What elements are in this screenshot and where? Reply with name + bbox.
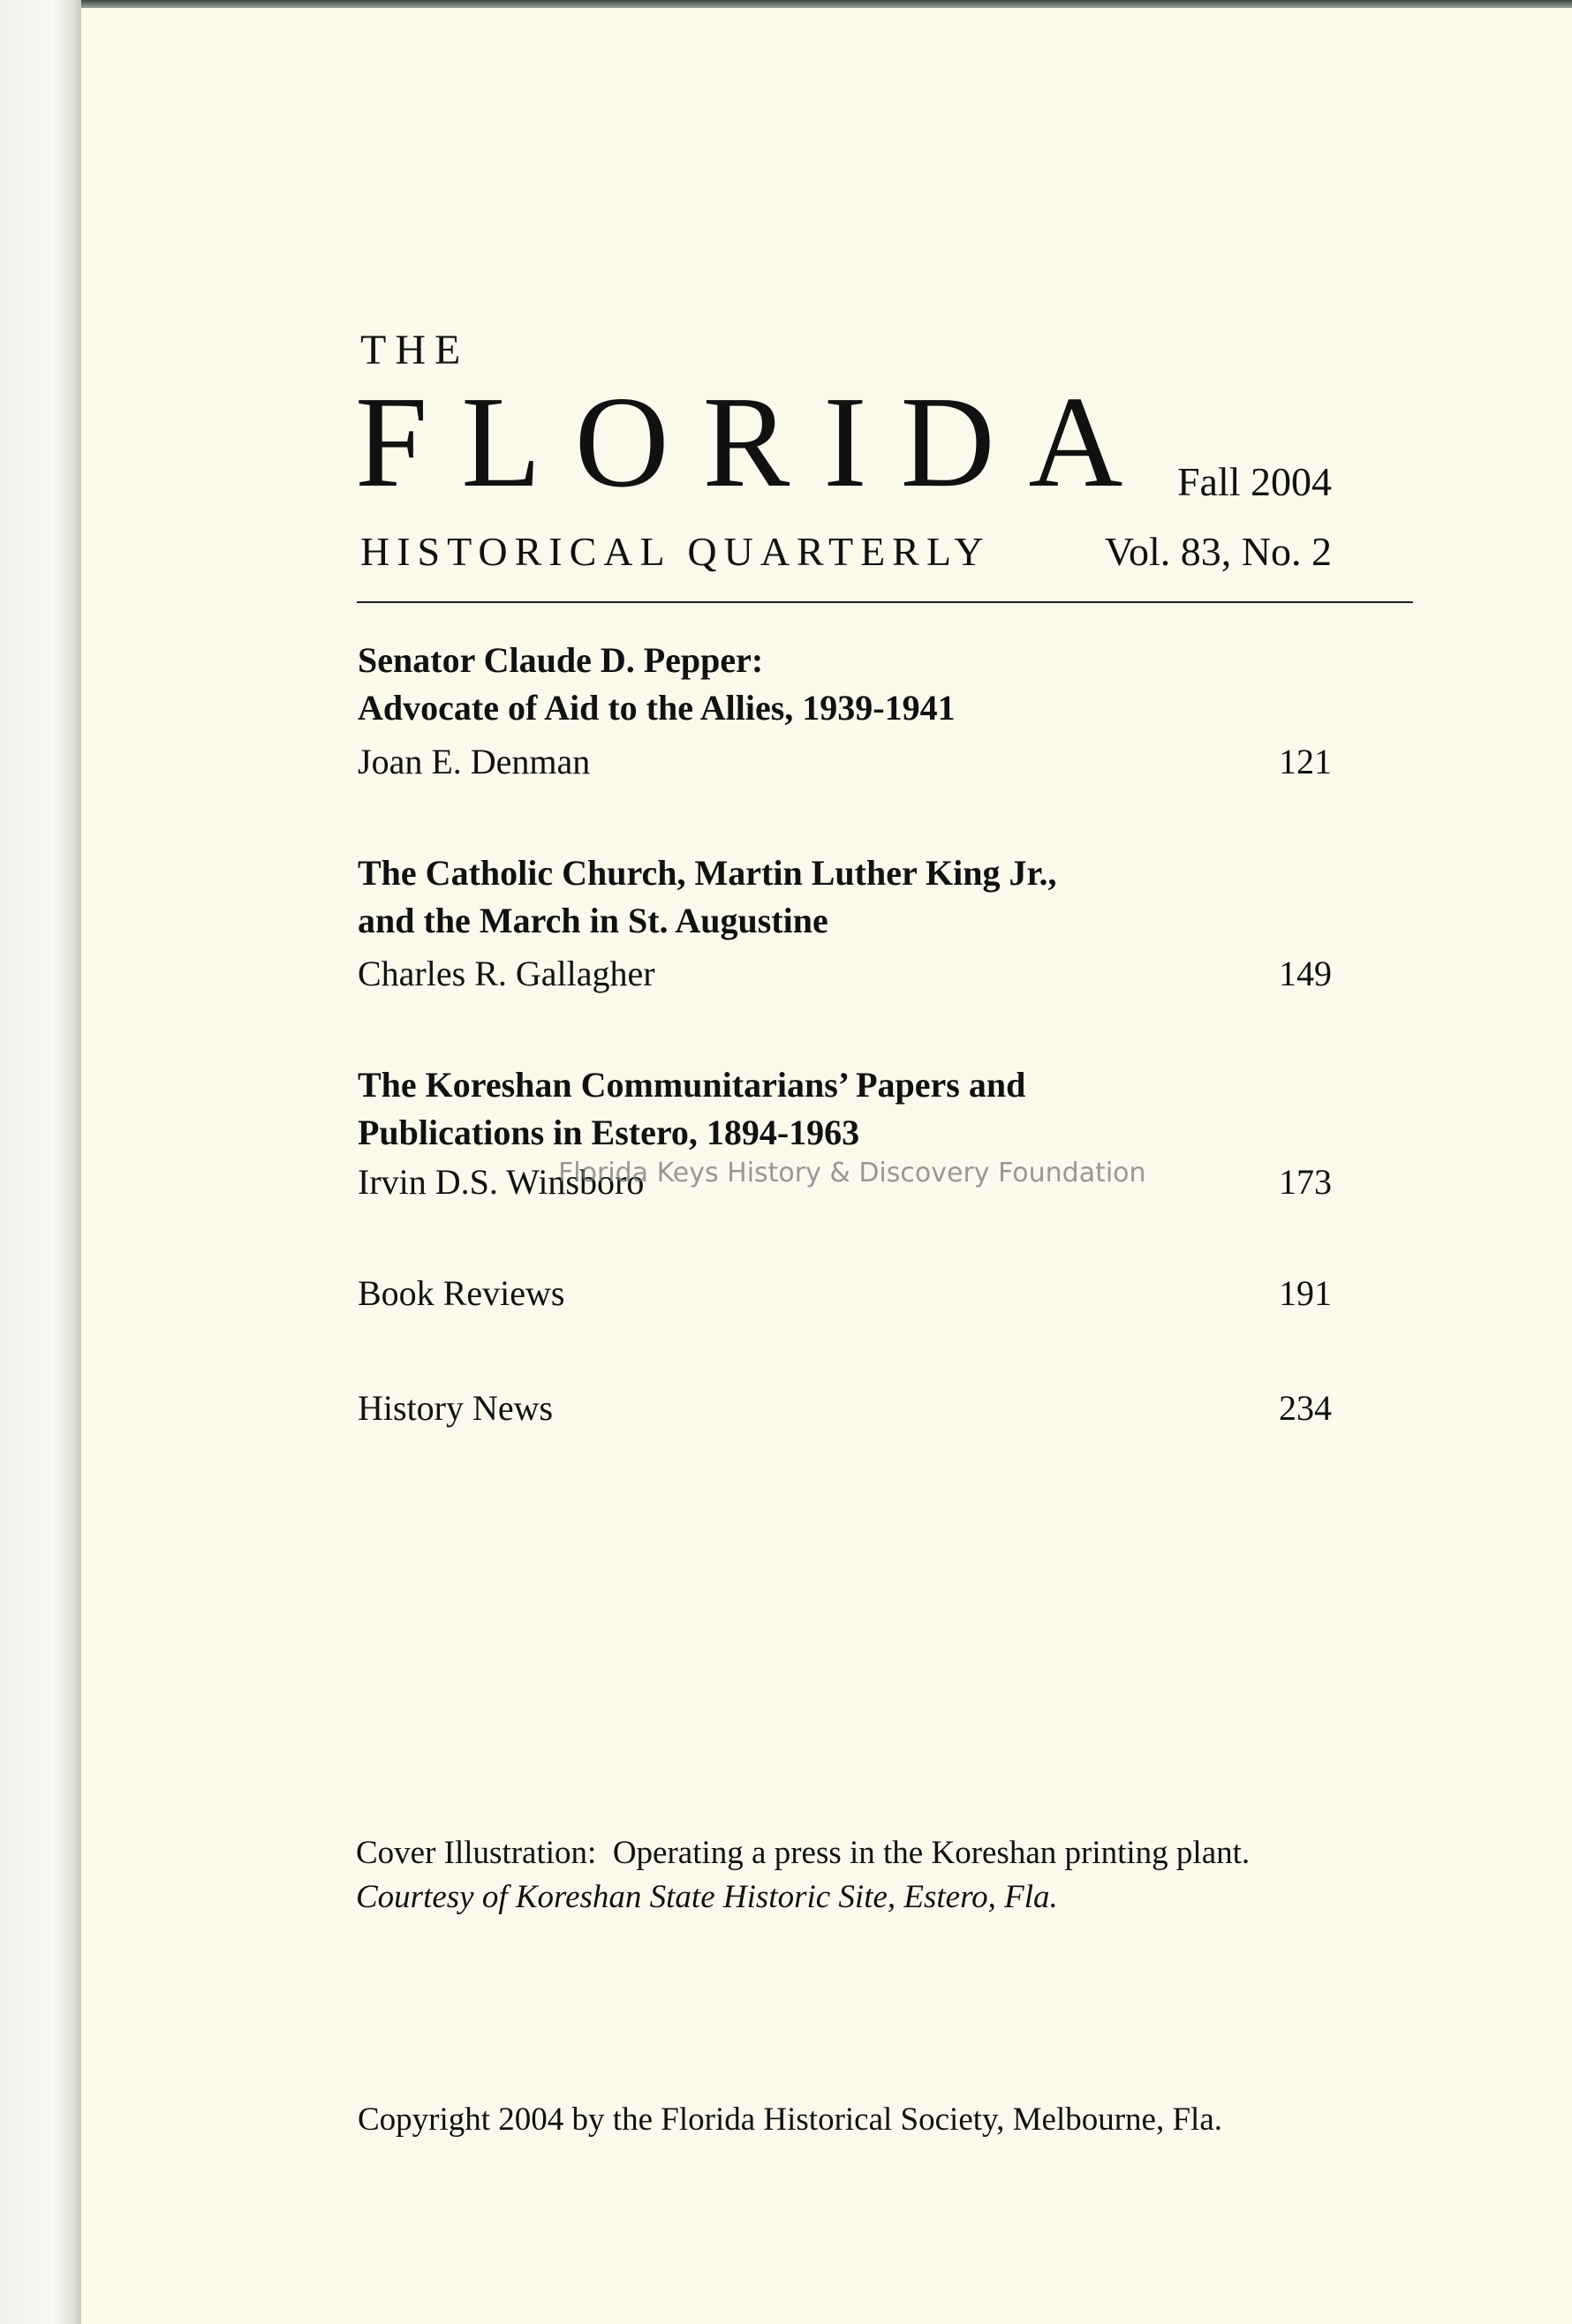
- article-title-line: Advocate of Aid to the Allies, 1939-1941: [358, 688, 956, 728]
- article-title-line: and the March in St. Augustine: [358, 901, 828, 940]
- article-title-line: The Catholic Church, Martin Luther King Jr.,: [358, 853, 1057, 893]
- masthead-subtitle: HISTORICAL QUARTERLY: [360, 529, 991, 574]
- watermark: Florida Keys History & Discovery Foundation: [558, 1158, 1146, 1188]
- article-page-number: 121: [1279, 742, 1332, 781]
- scan-edge-top: [0, 0, 1572, 8]
- article-title-line: The Koreshan Communitarians’ Papers and: [358, 1065, 1026, 1105]
- journal-page: [81, 8, 1572, 2324]
- section-label: History News: [358, 1388, 554, 1428]
- issue-season: Fall 2004: [1176, 459, 1332, 504]
- article-author: Irvin D.S. Winsboro: [358, 1162, 645, 1202]
- section-page-number: 234: [1279, 1388, 1332, 1428]
- header-rule: [357, 601, 1413, 603]
- article-title: [358, 1061, 1025, 1157]
- masthead-title: FLORIDA: [355, 370, 1157, 515]
- section-label: Book Reviews: [358, 1273, 565, 1313]
- masthead-the: THE: [360, 327, 470, 374]
- copyright-notice: Copyright 2004 by the Florida Historical Society, Melbourne, Fla.: [358, 2101, 1223, 2138]
- article-page-number: 149: [1279, 954, 1332, 993]
- article-title-line: Publications in Estero, 1894-1963: [358, 1113, 860, 1152]
- article-author: Charles R. Gallagher: [358, 954, 655, 993]
- article-title: [358, 637, 956, 732]
- section-page-number: 191: [1279, 1273, 1332, 1313]
- article-author: Joan E. Denman: [358, 742, 591, 781]
- article-title-line: Senator Claude D. Pepper:: [358, 640, 764, 680]
- issue-volume: Vol. 83, No. 2: [1104, 529, 1332, 574]
- cover-label: Cover Illustration:: [356, 1835, 597, 1871]
- article-title: [358, 849, 1057, 945]
- cover-illustration-caption: [356, 1834, 1250, 1872]
- cover-courtesy: Courtesy of Koreshan State Historic Site, Estero, Fla.: [356, 1879, 1058, 1915]
- article-page-number: 173: [1279, 1162, 1332, 1202]
- scan-edge-left: [0, 0, 81, 2324]
- cover-text: Operating a press in the Koreshan printing plant.: [612, 1835, 1251, 1871]
